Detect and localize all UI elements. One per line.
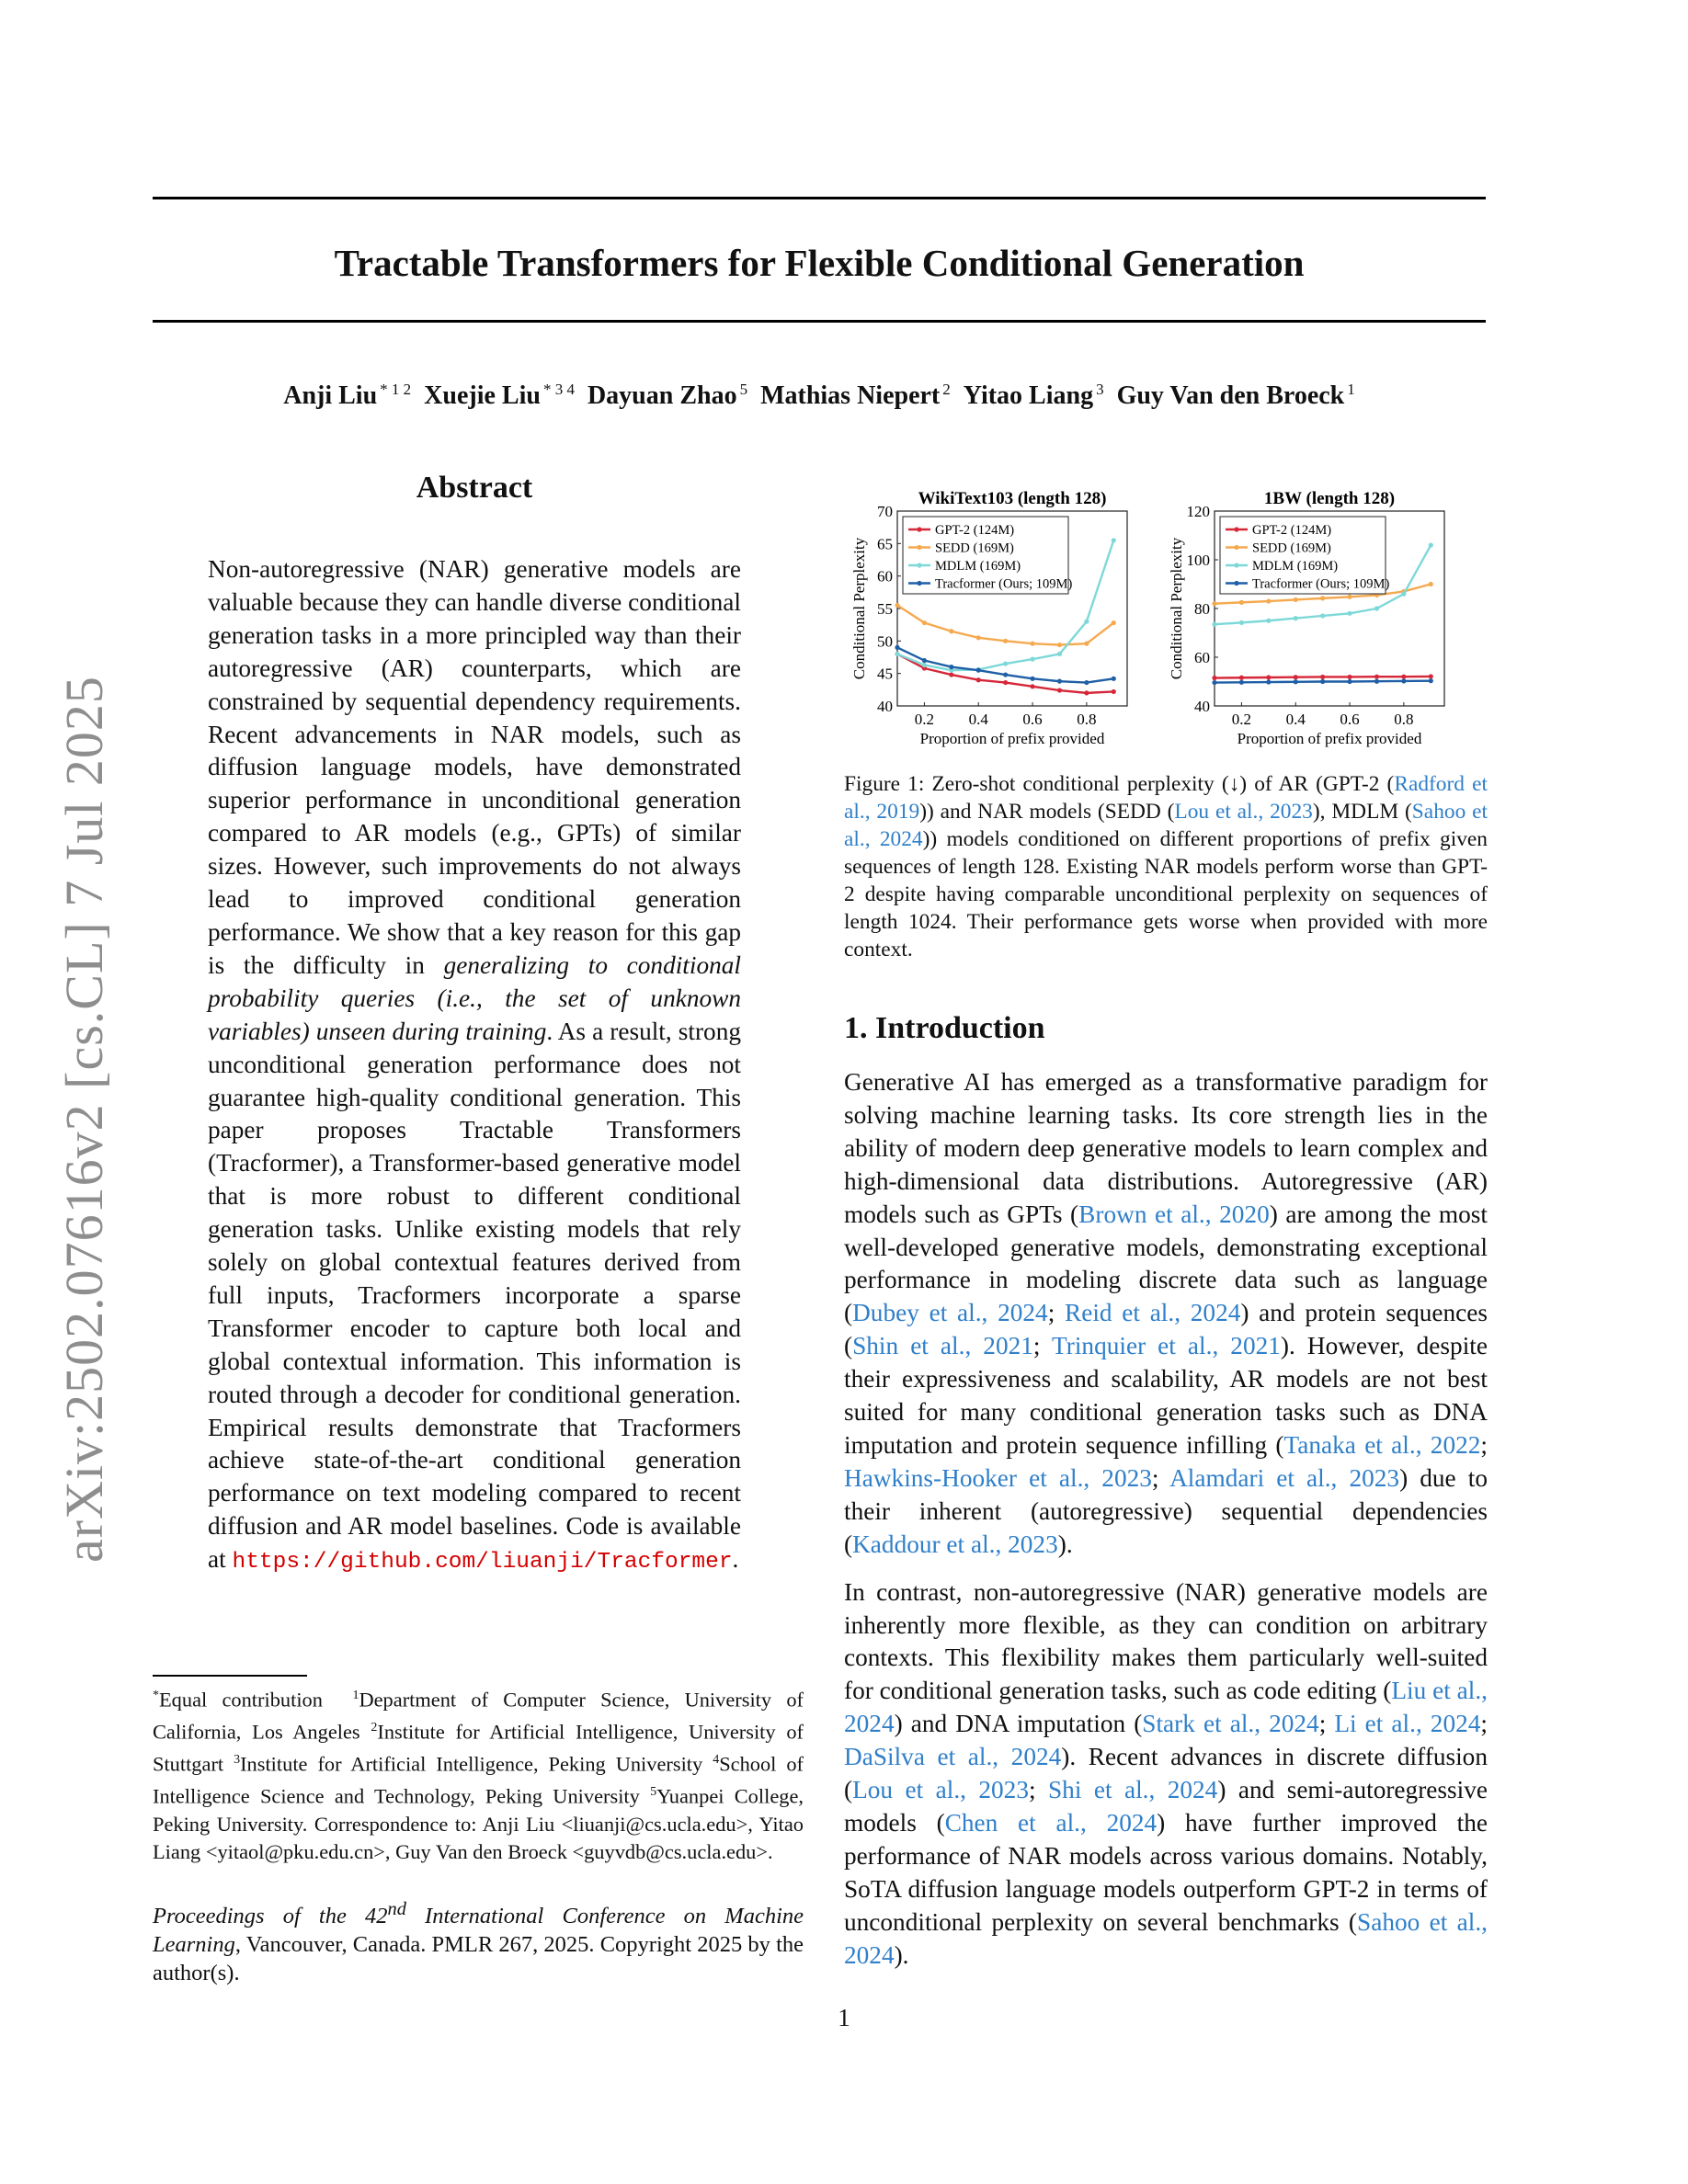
data-point bbox=[1401, 678, 1406, 683]
author-affiliation-marks: 2 bbox=[942, 381, 951, 398]
author-list bbox=[153, 381, 1486, 411]
data-point bbox=[922, 620, 927, 625]
chart-title: WikiText103 (length 128) bbox=[918, 489, 1107, 508]
data-point bbox=[922, 658, 927, 663]
author-affiliation-marks: * 3 4 bbox=[542, 381, 575, 398]
paragraph-text: ; bbox=[1047, 1299, 1065, 1327]
arxiv-identifier: arXiv:2502.07616v2 [cs.CL] 7 Jul 2025 bbox=[54, 676, 114, 1563]
data-point bbox=[1239, 620, 1244, 625]
data-point bbox=[1320, 596, 1325, 600]
abstract-emphasis: generalizing to conditional probability queries (i.e., the set of unknown variables) unseen during training bbox=[208, 950, 741, 1045]
figure-1-charts bbox=[844, 474, 1488, 768]
data-point bbox=[1429, 543, 1433, 548]
data-point bbox=[976, 668, 981, 673]
citation-link[interactable]: Sahoo et al., 2024 bbox=[844, 1907, 1488, 1969]
author-name: Mathias Niepert $^2$ bbox=[760, 381, 951, 411]
data-point bbox=[1320, 613, 1325, 618]
data-point bbox=[1212, 622, 1216, 627]
legend-label: Tracformer (Ours; 109M) bbox=[935, 576, 1073, 592]
y-tick-label: 65 bbox=[877, 535, 893, 553]
data-point bbox=[1266, 598, 1271, 603]
paragraph-text: ; bbox=[1318, 1710, 1335, 1738]
data-point bbox=[1112, 689, 1116, 694]
citation-link[interactable]: Sahoo et al., 2024 bbox=[844, 800, 1488, 851]
data-point bbox=[922, 663, 927, 667]
legend-label: MDLM (169M) bbox=[935, 559, 1021, 574]
y-tick-label: 120 bbox=[1186, 503, 1210, 520]
data-point bbox=[1294, 679, 1298, 684]
y-axis-label: Conditional Perplexity bbox=[1168, 537, 1185, 680]
x-axis-label: Proportion of prefix provided bbox=[919, 730, 1105, 747]
chart-title: 1BW (length 128) bbox=[1263, 489, 1396, 508]
data-point bbox=[1112, 677, 1116, 681]
data-point bbox=[1084, 620, 1089, 624]
legend-marker bbox=[1234, 545, 1238, 550]
citation-link[interactable]: Chen et al., 2024 bbox=[944, 1808, 1158, 1837]
author-affiliation-marks: 1 bbox=[1347, 381, 1355, 398]
legend-label: SEDD (169M) bbox=[935, 540, 1014, 556]
data-point bbox=[895, 645, 899, 650]
paragraph-text: ) and semi-autoregressive models ( bbox=[844, 1776, 1488, 1837]
data-point bbox=[1429, 678, 1433, 683]
paragraph-text: ; bbox=[1480, 1710, 1488, 1738]
y-tick-label: 55 bbox=[877, 600, 893, 618]
data-point bbox=[1347, 675, 1352, 679]
author-affiliation-marks: 3 bbox=[1096, 381, 1104, 398]
x-tick-label: 0.8 bbox=[1077, 711, 1097, 728]
citation-link[interactable]: Liu et al., 2024 bbox=[844, 1677, 1488, 1738]
data-point bbox=[1266, 619, 1271, 623]
data-point bbox=[1084, 690, 1089, 695]
citation-link[interactable]: Radford et al., 2019 bbox=[844, 772, 1488, 824]
x-tick-label: 0.4 bbox=[968, 711, 988, 728]
citation-link[interactable]: Hawkins-Hooker et al., 2023 bbox=[844, 1463, 1152, 1492]
paragraph-text: In contrast, non-autoregressive (NAR) generative models are inherently more flexible, as they can condition on arbitrary contexts. This flexibility makes them particularly well-suited for conditional generation tasks, such as code editing ( bbox=[844, 1577, 1488, 1705]
paragraph-text: ). bbox=[1057, 1530, 1073, 1558]
citation-link[interactable]: Trinquier et al., 2021 bbox=[1052, 1332, 1281, 1360]
page-number: 1 bbox=[838, 2004, 850, 2031]
data-point bbox=[1084, 642, 1089, 646]
author-name: Anji Liu $^{* 1 2}$ bbox=[283, 381, 412, 411]
abstract-heading: Abstract bbox=[416, 471, 533, 505]
data-point bbox=[1239, 600, 1244, 605]
data-point bbox=[1030, 677, 1034, 681]
data-point bbox=[949, 672, 953, 677]
citation-link[interactable]: Shi et al., 2024 bbox=[1048, 1776, 1218, 1804]
citation-link[interactable]: Kaddour et al., 2023 bbox=[852, 1530, 1058, 1558]
author-affiliation-marks: 5 bbox=[739, 381, 748, 398]
data-point bbox=[1003, 672, 1008, 677]
y-tick-label: 60 bbox=[1194, 649, 1210, 666]
paragraph-text: ) are among the most well-developed generative models, demonstrating exceptional performance in modeling discrete data such as language ( bbox=[844, 1200, 1488, 1327]
x-tick-label: 0.2 bbox=[914, 711, 935, 728]
paragraph-text: ) and protein sequences ( bbox=[844, 1299, 1488, 1360]
y-tick-label: 70 bbox=[877, 503, 893, 520]
legend-marker bbox=[917, 527, 921, 531]
legend-label: MDLM (169M) bbox=[1252, 559, 1339, 574]
data-point bbox=[1057, 679, 1062, 684]
y-tick-label: 100 bbox=[1186, 552, 1210, 569]
author-name: Guy Van den Broeck $^1$ bbox=[1116, 381, 1355, 411]
data-point bbox=[1057, 643, 1062, 647]
paragraph-text: ; bbox=[1151, 1463, 1170, 1492]
data-point bbox=[1320, 675, 1325, 679]
citation-link[interactable]: Shin et al., 2021 bbox=[852, 1332, 1033, 1360]
data-point bbox=[1030, 657, 1034, 662]
data-point bbox=[1347, 611, 1352, 616]
paragraph-text: ) due to their inherent (autoregressive) sequential dependencies ( bbox=[844, 1463, 1488, 1558]
x-axis-label: Proportion of prefix provided bbox=[1237, 730, 1422, 747]
citation-link[interactable]: Tanaka et al., 2022 bbox=[1283, 1430, 1481, 1459]
data-point bbox=[1057, 652, 1062, 656]
x-tick-label: 0.2 bbox=[1231, 711, 1252, 728]
y-tick-label: 50 bbox=[877, 632, 893, 651]
paragraph-text: ). Recent advances in discrete diffusion ( bbox=[844, 1743, 1488, 1804]
abstract-text-cont: . As a result, strong unconditional generation performance does not guarantee high-quality conditional generation. This paper proposes Tractable Transformers (Tracformer), a Transformer-based generative model that is more robust to different conditional generation tasks. Unlike existing models that rely solely on global contextual features derived from full inputs, Tracformers incorporate a sparse Transformer encoder to capture both local and global contextual information. This information is routed through a decoder for conditional generation. Empirical results demonstrate that Tracformers achieve state-of-the-art conditional generation performance on text modeling compared to recent diffusion and AR model baselines. Code is available at bbox=[208, 1017, 741, 1574]
legend-marker bbox=[1234, 581, 1238, 586]
data-point bbox=[949, 629, 953, 633]
data-point bbox=[1294, 675, 1298, 679]
citation-link[interactable]: Stark et al., 2024 bbox=[1142, 1710, 1319, 1738]
data-point bbox=[1212, 601, 1216, 606]
legend-label: GPT-2 (124M) bbox=[1252, 523, 1332, 538]
data-point bbox=[1374, 679, 1379, 684]
affiliation-footnote: *Equal contribution $^1$Department of Computer Science, University of California, Los Angeles $^2$Institute for Artificial Intelligence, University of Stuttgart $^3$Institute for Artificial Intelligence, Peking University $^4$School of Intelligence Science and Technology, Peking University $^5$Yuanpei College, Peking University. Correspondence to: Anji Liu <liuanji@cs.ucla.edu>, Yitao Liang <yitaol@pku.edu.cn>, Guy Van den Broeck <guyvdb@cs.ucla.edu>. bbox=[153, 1688, 804, 1864]
paragraph-text: ) and DNA imputation ( bbox=[894, 1710, 1143, 1738]
data-point bbox=[1030, 684, 1034, 688]
data-point bbox=[895, 652, 899, 656]
legend-label: SEDD (169M) bbox=[1252, 540, 1331, 556]
data-point bbox=[1374, 606, 1379, 610]
y-tick-label: 60 bbox=[877, 567, 893, 586]
x-tick-label: 0.6 bbox=[1022, 711, 1043, 728]
data-point bbox=[1030, 642, 1034, 646]
data-point bbox=[1294, 597, 1298, 602]
paragraph-text: ) have further improved the performance of NAR models across various domains. Notably, SoTA diffusion language models outperform GPT-2 in terms of unconditional perplexity on several benchmarks ( bbox=[844, 1808, 1488, 1936]
title-rule-bottom bbox=[153, 320, 1486, 323]
citation-link[interactable]: Alamdari et al., 2023 bbox=[1169, 1463, 1400, 1492]
paragraph-text: ). bbox=[894, 1940, 909, 1969]
data-point bbox=[1112, 538, 1116, 542]
data-point bbox=[1401, 675, 1406, 679]
data-point bbox=[1374, 675, 1379, 679]
legend-marker bbox=[1234, 563, 1238, 567]
data-point bbox=[1239, 680, 1244, 685]
data-point bbox=[1347, 595, 1352, 599]
proceedings-note: Proceedings of the 42nd International Conference on Machine Learning, Vancouver, Canada. PMLR 267, 2025. Copyright 2025 by the author(s). bbox=[153, 1899, 804, 1986]
legend-marker bbox=[917, 563, 921, 567]
data-point bbox=[1401, 592, 1406, 597]
paragraph-text: ; bbox=[1028, 1776, 1048, 1804]
x-tick-label: 0.6 bbox=[1340, 711, 1360, 728]
legend-marker bbox=[917, 581, 921, 586]
title-rule-top bbox=[153, 197, 1486, 199]
data-point bbox=[1003, 639, 1008, 643]
citation-link[interactable]: Lou et al., 2023 bbox=[1174, 800, 1313, 824]
data-point bbox=[1003, 661, 1008, 665]
citation-link[interactable]: Reid et al., 2024 bbox=[1065, 1299, 1241, 1327]
abstract-text: Non-autoregressive (NAR) generative models are valuable because they can handle diverse conditional generation tasks in a more principled way than their autoregressive (AR) counterparts, which are constrained by sequential dependency requirements. Recent advancements in NAR models, such as diffusion language models, have demonstrated superior performance in unconditional generation compared to AR models (e.g., GPTs) of similar sizes. However, such improvements do not always lead to improved conditional generation performance. We show that a key reason for this gap is the difficulty in bbox=[208, 555, 741, 979]
data-point bbox=[1320, 679, 1325, 684]
data-point bbox=[1429, 674, 1433, 678]
paragraph-text: ). However, despite their expressiveness and scalability, AR models are not best suited for many conditional generation tasks such as DNA imputation and protein sequence infilling ( bbox=[844, 1332, 1488, 1459]
paragraph-text: ; bbox=[1480, 1430, 1488, 1459]
data-point bbox=[1212, 676, 1216, 680]
code-link[interactable]: https://github.com/liuanji/Tracformer bbox=[232, 1550, 733, 1575]
paper-title: Tractable Transformers for Flexible Conditional Generation bbox=[334, 242, 1305, 284]
data-point bbox=[895, 603, 899, 608]
paragraph-text: Generative AI has emerged as a transformative paradigm for solving machine learning tasks. Its core strength lies in the ability of modern deep generative models to learn complex and high-dimensional data distributions. Autoregressive (AR) models such as GPTs ( bbox=[844, 1068, 1488, 1228]
legend-marker bbox=[917, 545, 921, 550]
data-point bbox=[1112, 620, 1116, 625]
data-point bbox=[1294, 616, 1298, 620]
data-point bbox=[976, 635, 981, 640]
data-point bbox=[1084, 680, 1089, 685]
y-tick-label: 40 bbox=[1194, 698, 1210, 715]
figure-caption: Figure 1: Zero-shot conditional perplexity (↓) of AR (GPT-2 (Radford et al., 2019)) and NAR models (SEDD (Lou et al., 2023), MDLM (Sahoo et al., 2024)) models conditioned on different proportions of prefix given sequences of length 128. Existing NAR models perform worse than GPT-2 despite having comparable unconditional perplexity on sequences of length 1024. Their performance gets worse when provided with more context. bbox=[844, 772, 1488, 961]
author-name: Xuejie Liu $^{* 3 4}$ bbox=[424, 381, 575, 411]
footnote-rule bbox=[153, 1675, 307, 1677]
data-point bbox=[949, 665, 953, 669]
data-point bbox=[976, 677, 981, 682]
author-name: Yitao Liang $^3$ bbox=[963, 381, 1104, 411]
data-point bbox=[1057, 688, 1062, 692]
author-name: Dayuan Zhao $^5$ bbox=[587, 381, 748, 411]
y-axis-label: Conditional Perplexity bbox=[850, 537, 868, 680]
data-point bbox=[1266, 675, 1271, 679]
intro-paragraph-2 bbox=[844, 1576, 1488, 1973]
y-tick-label: 45 bbox=[877, 665, 893, 683]
introduction-body bbox=[844, 1066, 1488, 1972]
intro-paragraph-1 bbox=[844, 1066, 1488, 1562]
citation-link[interactable]: Lou et al., 2023 bbox=[852, 1776, 1029, 1804]
legend-label: Tracformer (Ours; 109M) bbox=[1252, 576, 1390, 592]
author-affiliation-marks: * 1 2 bbox=[380, 381, 412, 398]
data-point bbox=[1429, 582, 1433, 586]
citation-link[interactable]: Brown et al., 2020 bbox=[1078, 1200, 1270, 1228]
legend-marker bbox=[1234, 527, 1238, 531]
legend-label: GPT-2 (124M) bbox=[935, 523, 1015, 538]
data-point bbox=[1003, 680, 1008, 685]
x-tick-label: 0.8 bbox=[1394, 711, 1414, 728]
data-point bbox=[1212, 680, 1216, 685]
y-tick-label: 40 bbox=[877, 698, 893, 715]
x-tick-label: 0.4 bbox=[1285, 711, 1306, 728]
y-tick-label: 80 bbox=[1194, 600, 1210, 618]
data-point bbox=[1239, 676, 1244, 680]
citation-link[interactable]: Dubey et al., 2024 bbox=[852, 1299, 1048, 1327]
section-heading-introduction: 1. Introduction bbox=[844, 1011, 1045, 1045]
data-point bbox=[1266, 679, 1271, 684]
paragraph-text: ; bbox=[1032, 1332, 1053, 1360]
data-point bbox=[1347, 679, 1352, 684]
citation-link[interactable]: DaSilva et al., 2024 bbox=[844, 1743, 1062, 1771]
citation-link[interactable]: Li et al., 2024 bbox=[1334, 1710, 1481, 1738]
abstract-body: Non-autoregressive (NAR) generative models are valuable because they can handle diverse conditional generation tasks in a more principled way than their autoregressive (AR) counterparts, which are constrained by sequential dependency requirements. Recent advancements in NAR models, such as diffusion language models, have demonstrated superior performance in unconditional generation compared to AR models (e.g., GPTs) of similar sizes. However, such improvements do not always lead to improved conditional generation performance. We show that a key reason for this gap is the difficulty in generalizing to conditional probability queries (i.e., the set of unknown variables) unseen during training. As a result, strong unconditional generation performance does not guarantee high-quality conditional generation. This paper proposes Tractable Transformers (Tracformer), a Transformer-based generative model that is more robust to different conditional generation tasks. Unlike existing models that rely solely on global contextual features derived from full inputs, Tracformers incorporate a sparse Transformer encoder to capture both local and global contextual information. This information is routed through a decoder for conditional generation. Empirical results demonstrate that Tracformers achieve state-of-the-art conditional generation performance on text modeling compared to recent diffusion and AR model baselines. Code is available at https://github.com/liuanji/Tracformer. bbox=[208, 555, 741, 1575]
